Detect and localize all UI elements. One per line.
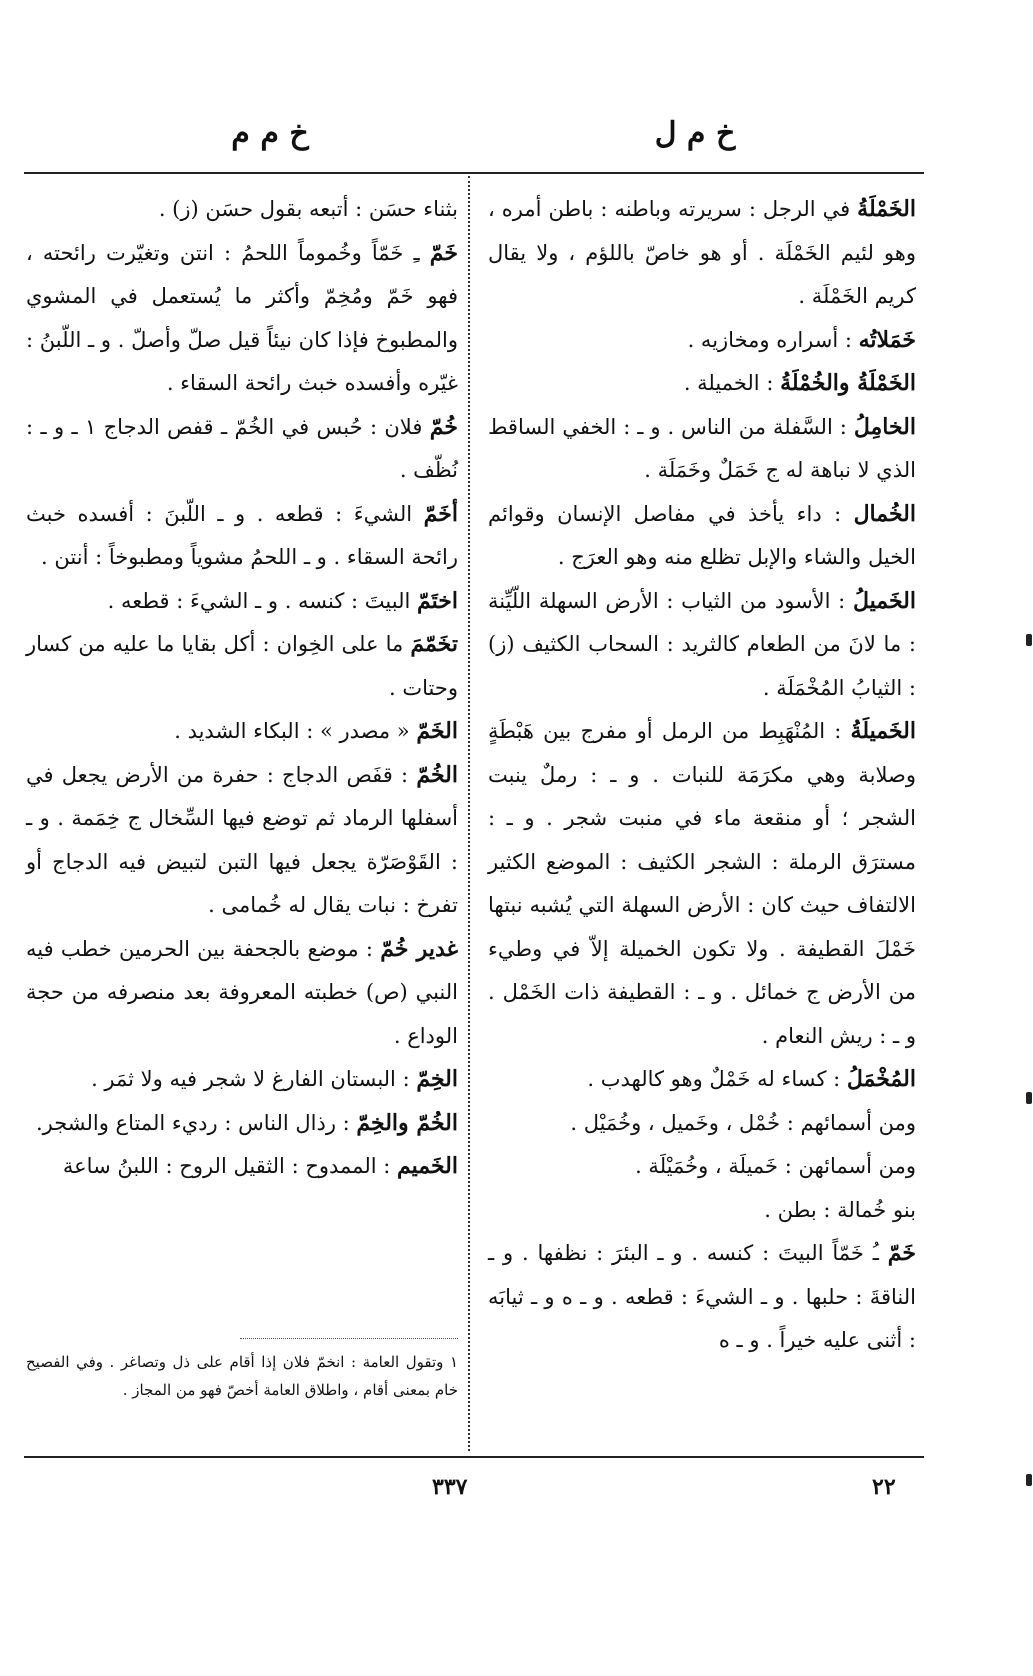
footnote-rule <box>240 1338 458 1339</box>
headword: تخَمّمَ <box>410 631 458 657</box>
header-root-right: خ م ل <box>654 116 736 151</box>
headword: الخَمّ <box>416 718 458 744</box>
scan-edge-mark <box>1026 634 1032 646</box>
header-root-left: خ م م <box>231 116 309 151</box>
entry <box>26 232 458 406</box>
definition: : البستان الفارغ لا شجر فيه ولا ثمَر . <box>91 1067 417 1091</box>
entry <box>488 1189 916 1233</box>
entry <box>26 493 458 580</box>
right-column <box>488 188 916 1363</box>
definition: : قفَص الدجاج : حفرة من الأرض يجعل في أسفلها الرماد ثم توضع فيها السِّخال ج خِمَمة . و ـ : القَوْصَرّة يجعل فيها التبن لتبيض فيه الدجاج أو تفرخ : نبات يقال له خُمامى . <box>26 762 458 917</box>
entry <box>26 1102 458 1146</box>
definition: في الرجل : سريرته وباطنه : باطن أمره ، وهو لئيم الخَمْلَة . أو هو خاصّ باللؤم ، ولا يقال كريم الخَمْلَة . <box>488 197 916 308</box>
page-number-left: ٣٣٧ <box>432 1474 468 1500</box>
definition: الشيءَ : قطعه . و ـ اللّبنَ : أفسده خبث رائحة السقاء . و ـ اللحمُ مشوياً ومطبوخاً : أنتن . <box>26 501 458 569</box>
headword: الخامِلُ <box>853 413 916 440</box>
entry <box>488 1102 916 1146</box>
headword: الخَميلُ <box>852 587 916 614</box>
headword: الخَميلَةُ <box>850 718 916 744</box>
headword: غدير خُمّ <box>380 935 458 962</box>
headword: خَمّ <box>887 1240 916 1266</box>
entry <box>26 928 458 1059</box>
definition: بثناء حسَن : أتبعه بقول حسَن (ز) . <box>158 197 458 221</box>
top-rule <box>24 172 924 174</box>
headword: الخَميم <box>396 1153 458 1179</box>
entry <box>488 710 916 1058</box>
definition: بنو خُمالة : بطن . <box>764 1197 916 1222</box>
definition: فلان : حُبس في الخُمّ ـ قفص الدجاج ١ ـ و ـ : نُظّف . <box>26 414 458 482</box>
definition: : رذال الناس : رديء المتاع والشجر. <box>35 1110 357 1135</box>
scan-edge-mark <box>1026 1474 1032 1486</box>
bottom-rule <box>24 1456 924 1458</box>
headword: الخِمّ <box>416 1066 458 1092</box>
definition: : داء يأخذ في مفاصل الإنسان وقوائم الخيل والشاء والإبل تظلع منه وهو العرَج . <box>488 501 916 569</box>
entry <box>26 710 458 754</box>
entry <box>488 188 916 319</box>
definition: البيتَ : كنسه . و ـ الشيءَ : قطعه . <box>107 588 417 613</box>
entry <box>488 580 916 711</box>
entry <box>26 623 458 710</box>
entry <box>26 1145 458 1189</box>
column-divider <box>468 176 470 1451</box>
definition: ومن أسمائهم : خُمْل ، وخَميل ، وخُمَيْل . <box>570 1110 916 1135</box>
footnote: ١ وتقول العامة : انخمّ فلان إذا أقام على ذل وتصاغر . وفي الفصيح خام بمعنى أقام ، واطلاق العامة أخصّ فهو من المجاز . <box>26 1353 458 1399</box>
definition: : الأسود من الثياب : الأرض السهلة اللّيِّنة : ما لانَ من الطعام كالثريد : السحاب الكثيف (ز) : الثيابُ المُخْمَلَة . <box>488 588 916 700</box>
definition: : السَّفلة من الناس . و ـ : الخفي الساقط الذي لا نباهة له ج خَمَلٌ وخَمَلَة . <box>488 414 916 482</box>
entry <box>26 1058 458 1102</box>
headword: خُمّ <box>429 413 458 440</box>
entry <box>488 1145 916 1189</box>
headword: الخَمْلَةُ <box>857 196 916 222</box>
definition: ـُ خَمّاً البيتَ : كنسه . و ـ البئرَ : نظفها . و ـ الناقةَ : حلبها . و ـ الشيءَ : قطعه . و ـ ه و ـ ثيابَه : أثنى عليه خيراً . و ـ ه <box>488 1241 916 1352</box>
page-number-right: ٢٢ <box>872 1474 896 1500</box>
entry <box>488 1232 916 1363</box>
entry <box>488 1058 916 1102</box>
headword: الخَمْلَةُ والخُمْلَةُ <box>780 370 916 396</box>
entry <box>488 362 916 406</box>
definition: : الخميلة . <box>683 371 781 395</box>
definition: : المُنْهَبِط من الرمل أو مفرج بين هَبْطَةٍ وصلابة وهي مكرَمَة للنبات . و ـ : رملٌ ينبت الشجر ؛ أو منقعة ماء في منبت شجر . و ـ : مسترَق الرملة : الشجر الكثيف : الموضع الكثير الالتفاف حيث كان : الأرض السهلة التي يُشبه نبتها خَمْلَ القطيفة . ولا تكون الخميلة إلاّ في وطيء من الأرض ج خمائل . و ـ : القطيفة ذات الخَمْل . و ـ : ريش النعام . <box>488 719 916 1048</box>
definition: : أسراره ومخازيه . <box>687 327 859 352</box>
definition: « مصدر » : البكاء الشديد . <box>174 719 417 743</box>
entry <box>26 580 458 624</box>
headword: أخَمّ <box>423 500 458 527</box>
entry <box>26 406 458 493</box>
headword: اختَمّ <box>417 587 458 614</box>
headword: خَمَلاتُه <box>858 326 916 353</box>
scan-edge-mark <box>1026 1092 1032 1104</box>
entry <box>488 493 916 580</box>
headword: الخُمّ والخِمّ <box>356 1109 458 1136</box>
entry <box>488 319 916 363</box>
definition: : الممدوح : الثقيل الروح : اللبنُ ساعة <box>62 1154 397 1178</box>
definition: : موضع بالجحفة بين الحرمين خطب فيه النبي (ص) خطبته المعروفة بعد منصرفه من حجة الوداع . <box>26 936 458 1048</box>
headword: المُخْمَلُ <box>846 1066 916 1092</box>
definition: : كساء له خَمْلٌ وهو كالهدب . <box>587 1067 847 1091</box>
headword: خَمّ <box>429 239 458 266</box>
left-column <box>26 188 458 1189</box>
headword: الخُمال <box>853 500 916 527</box>
headword: الخُمّ <box>416 761 458 788</box>
definition: ومن أسمائهن : خَميلَة ، وخُمَيْلَة . <box>635 1154 916 1178</box>
definition: ما على الخِوان : أكل بقايا ما عليه من كسار وحتات . <box>26 632 458 700</box>
entry <box>488 406 916 493</box>
entry <box>26 754 458 928</box>
definition: ـِ خَمّاً وخُموماً اللحمُ : انتن وتغيّرت رائحته ، فهو خَمّ ومُخِمّ وأكثر ما يُستعمل في المشوي والمطبوخ فإذا كان نيئاً قيل صلّ وأصلّ . و ـ اللّبنُ : غيّره وأفسده خبث رائحة السقاء . <box>26 240 458 395</box>
entry <box>26 188 458 232</box>
